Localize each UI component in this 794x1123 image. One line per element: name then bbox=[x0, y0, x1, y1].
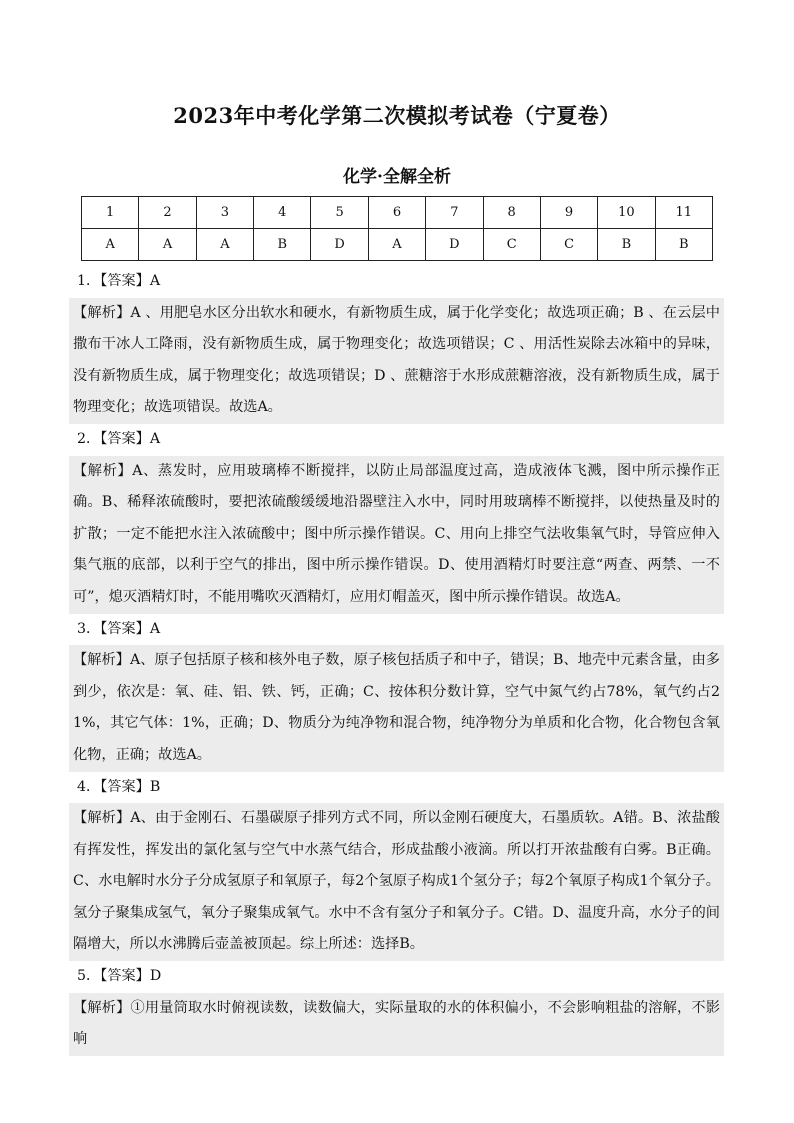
answer-cell: C bbox=[483, 229, 540, 261]
question-number-cell: 6 bbox=[368, 197, 425, 229]
question-number-cell: 10 bbox=[598, 197, 655, 229]
answer-cell: D bbox=[426, 229, 483, 261]
answer-cell: B bbox=[254, 229, 311, 261]
question-5-answer: 5．【答案】D bbox=[77, 968, 162, 985]
answer-cell: D bbox=[311, 229, 368, 261]
question-number-cell: 11 bbox=[655, 197, 712, 229]
question-number-cell: 2 bbox=[139, 197, 196, 229]
question-number-cell: 9 bbox=[540, 197, 597, 229]
question-number-cell: 4 bbox=[254, 197, 311, 229]
answer-cell: C bbox=[540, 229, 597, 261]
question-5-analysis: 【解析】①用量筒取水时俯视读数，读数偏大，实际量取的水的体积偏小，不会影响粗盐的溶解，不影响 bbox=[69, 993, 724, 1056]
answer-cell: A bbox=[368, 229, 425, 261]
question-1-analysis: 【解析】A 、用肥皂水区分出软水和硬水，有新物质生成，属于化学变化；故选项正确；B 、在云层中撒布干冰人工降雨，没有新物质生成，属于物理变化；故选项错误；C 、用活性炭除去冰箱中的异味，没有新物质生成，属于物理变化；故选项错误；D 、蔗糖溶于水形成蔗糖溶液，没有新物质生成，属于物理变化；故选项错误。故选A。 bbox=[69, 298, 724, 424]
question-number-cell: 5 bbox=[311, 197, 368, 229]
answer-table-number-row bbox=[82, 197, 713, 229]
question-4-answer: 4．【答案】B bbox=[77, 778, 161, 795]
question-2-answer: 2．【答案】A bbox=[77, 430, 161, 447]
document-subtitle: 化学·全解全析 bbox=[343, 167, 451, 187]
question-1-answer: 1．【答案】A bbox=[77, 273, 161, 289]
answer-cell: A bbox=[196, 229, 253, 261]
question-3-analysis: 【解析】A、原子包括原子核和核外电子数，原子核包括质子和中子，错误；B、地壳中元素含量，由多到少，依次是：氧、硅、铝、铁、钙，正确；C、按体积分数计算，空气中氮气约占78%，氧气约占21%，其它气体：1%，正确；D、物质分为纯净物和混合物，纯净物分为单质和化合物，化合物包含氧化物，正确；故选A。 bbox=[69, 645, 724, 771]
answer-cell: B bbox=[598, 229, 655, 261]
answer-table-answer-row bbox=[82, 229, 713, 261]
question-3-answer: 3．【答案】A bbox=[77, 620, 161, 637]
document-title: 2023年中考化学第二次模拟考试卷（宁夏卷） bbox=[173, 103, 621, 128]
answer-cell: B bbox=[655, 229, 712, 261]
answer-cell: A bbox=[139, 229, 196, 261]
question-2-analysis: 【解析】A、蒸发时，应用玻璃棒不断搅拌，以防止局部温度过高，造成液体飞溅，图中所示操作正确。B、稀释浓硫酸时，要把浓硫酸缓缓地沿器壁注入水中，同时用玻璃棒不断搅拌，以使热量及时的扩散；一定不能把水注入浓硫酸中；图中所示操作错误。C、用向上排空气法收集氧气时，导管应伸入集气瓶的底部，以利于空气的排出，图中所示操作错误。D、使用酒精灯时要注意“两查、两禁、一不可”，熄灭酒精灯时，不能用嘴吹灭酒精灯，应用灯帽盖灭，图中所示操作错误。故选A。 bbox=[69, 456, 724, 614]
question-number-cell: 7 bbox=[426, 197, 483, 229]
question-number-cell: 8 bbox=[483, 197, 540, 229]
question-4-analysis: 【解析】A、由于金刚石、石墨碳原子排列方式不同，所以金刚石硬度大，石墨质软。A错。B、浓盐酸有挥发性，挥发出的氯化氢与空气中水蒸气结合，形成盐酸小液滴。所以打开浓盐酸有白雾。B正确。C、水电解时水分子分成氢原子和氧原子，每2个氢原子构成1个氢分子；每2个氧原子构成1个氧分子。氢分子聚集成氢气，氧分子聚集成氧气。水中不含有氢分子和氧分子。C错。D、温度升高，水分子的间隔增大，所以水沸腾后壶盖被顶起。综上所述：选择B。 bbox=[69, 803, 724, 961]
question-number-cell: 1 bbox=[82, 197, 139, 229]
answer-cell: A bbox=[82, 229, 139, 261]
answer-table bbox=[81, 196, 713, 261]
solutions-section bbox=[69, 266, 724, 1056]
question-number-cell: 3 bbox=[196, 197, 253, 229]
